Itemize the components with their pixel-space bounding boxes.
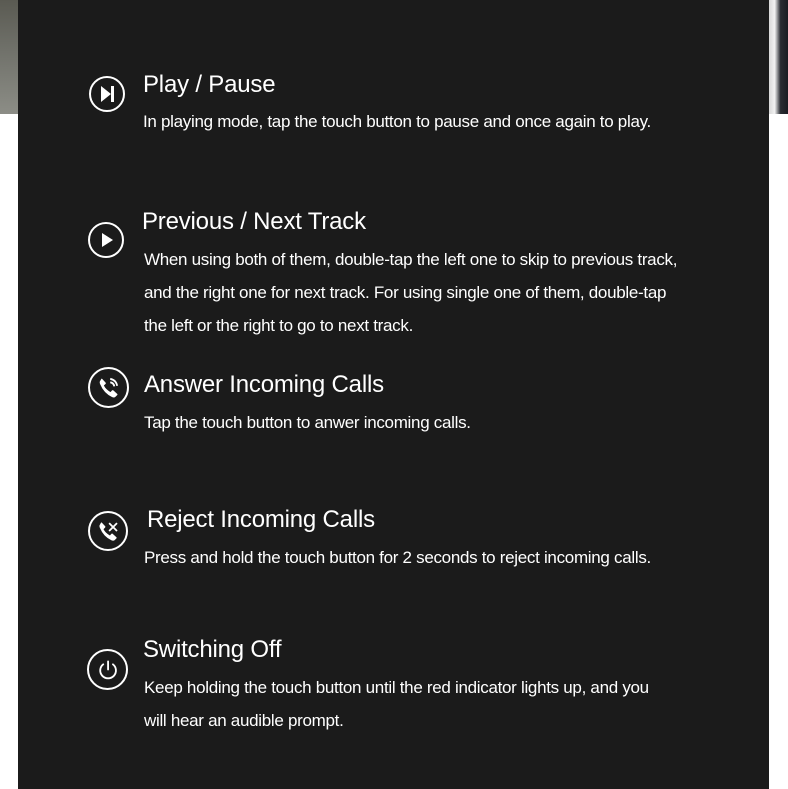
play-pause-icon	[89, 76, 125, 112]
feature-title: Previous / Next Track	[142, 208, 366, 235]
feature-description-line: Press and hold the touch button for 2 seconds to reject incoming calls.	[144, 548, 651, 567]
feature-description-line: and the right one for next track. For using single one of them, double-tap	[144, 283, 667, 302]
feature-title: Answer Incoming Calls	[144, 371, 384, 398]
feature-title: Reject Incoming Calls	[147, 506, 375, 533]
feature-description-line: In playing mode, tap the touch button to pause and once again to play.	[143, 112, 651, 131]
feature-description-line: Tap the touch button to anwer incoming calls.	[144, 413, 471, 432]
background-photo-left	[0, 0, 18, 114]
phone-reject-icon	[88, 511, 128, 551]
touch-controls-panel	[18, 0, 769, 789]
feature-description-line: will hear an audible prompt.	[144, 711, 344, 730]
power-icon	[87, 649, 128, 690]
background-photo-right	[769, 0, 788, 114]
feature-title: Play / Pause	[143, 71, 276, 98]
feature-title: Switching Off	[143, 636, 282, 663]
feature-description-line: the left or the right to go to next track.	[144, 316, 413, 335]
feature-description-line: Keep holding the touch button until the red indicator lights up, and you	[144, 678, 649, 697]
phone-answer-icon	[88, 367, 129, 408]
feature-description-line: When using both of them, double-tap the left one to skip to previous track,	[144, 250, 678, 269]
play-icon	[88, 222, 124, 258]
